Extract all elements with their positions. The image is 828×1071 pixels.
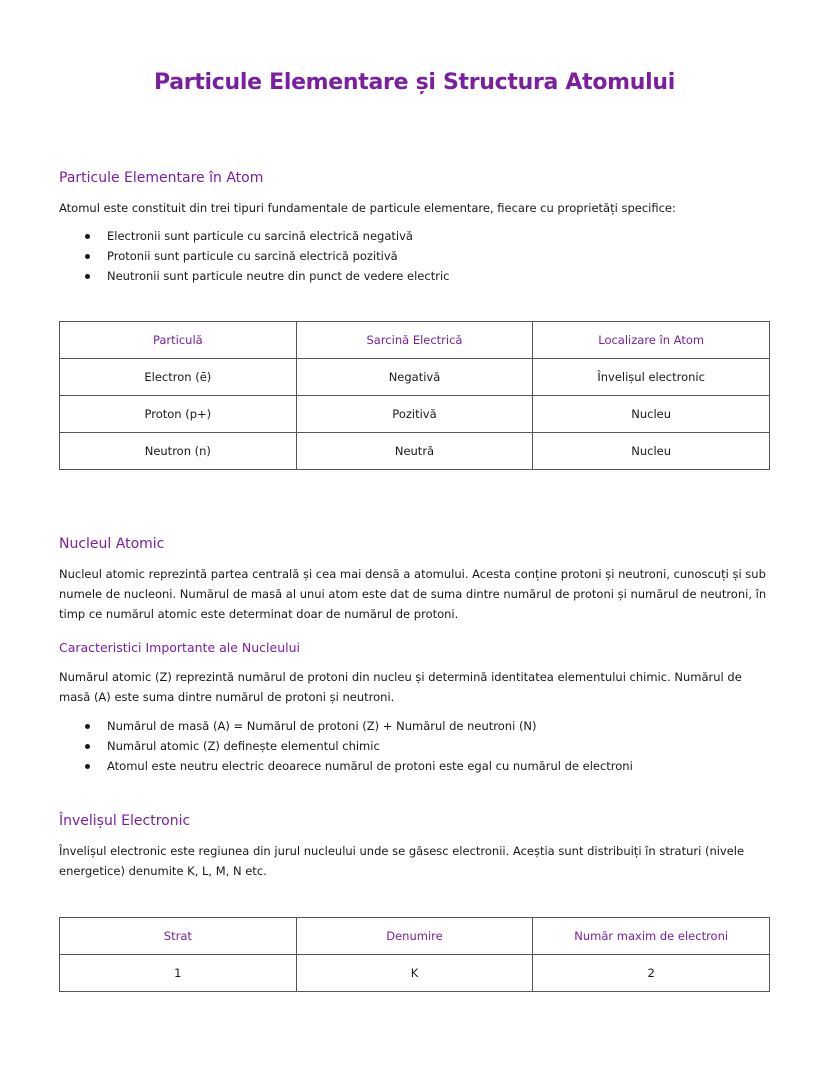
table-cell: Învelișul electronic [533, 359, 770, 396]
list-item: Numărul de masă (A) = Numărul de protoni (Z) + Numărul de neutroni (N) [59, 716, 633, 736]
table-header-cell: Strat [60, 918, 297, 955]
section-paragraph-electron-shell: Învelișul electronic este regiunea din jurul nucleului unde se găsesc electronii. Aceștia sunt distribuiți în straturi (nivele energetice) denumite K, L, M, N etc. [59, 844, 745, 878]
table-cell: Neutră [296, 433, 533, 470]
table-cell: 2 [533, 955, 770, 992]
table-row [60, 396, 770, 433]
list-item: Neutronii sunt particule neutre din punct de vedere electric [59, 266, 449, 286]
table-row [60, 359, 770, 396]
table-header-cell: Particulă [60, 322, 297, 359]
table-row [60, 433, 770, 470]
section-paragraph-nucleus: Nucleul atomic reprezintă partea centrală și cea mai densă a atomului. Acesta conține protoni și neutroni, cunoscuți și sub numele de nucleoni. Numărul de masă al unui atom este dat de suma dintre numărul de protoni și numărul de neutroni, în timp ce numărul atomic este determinat doar de numărul de protoni. [59, 567, 767, 621]
list-item: Electronii sunt particule cu sarcină electrică negativă [59, 226, 449, 246]
subsection-heading-nucleus: Caracteristici Importante ale Nucleului [59, 640, 300, 655]
list-item: Protonii sunt particule cu sarcină electrică pozitivă [59, 246, 449, 266]
table-header-cell: Localizare în Atom [533, 322, 770, 359]
section-heading-electron-shell: Învelișul Electronic [59, 813, 191, 829]
table-cell: Negativă [296, 359, 533, 396]
table-header-cell: Număr maxim de electroni [533, 918, 770, 955]
table-cell: Nucleu [533, 433, 770, 470]
list-item: Atomul este neutru electric deoarece numărul de protoni este egal cu numărul de electroni [59, 756, 633, 776]
shells-table [59, 917, 770, 992]
table-cell: Neutron (n) [60, 433, 297, 470]
table-cell: Proton (p+) [60, 396, 297, 433]
table-cell: Electron (ē) [60, 359, 297, 396]
particles-table [59, 321, 770, 470]
table-cell: Pozitivă [296, 396, 533, 433]
table-header-cell: Denumire [296, 918, 533, 955]
table-header-row [60, 322, 770, 359]
nucleus-bullet-list [59, 716, 633, 776]
table-header-cell: Sarcină Electrică [296, 322, 533, 359]
table-header-row [60, 918, 770, 955]
section-heading-particles: Particule Elementare în Atom [59, 170, 264, 186]
subsection-paragraph-nucleus: Numărul atomic (Z) reprezintă numărul de protoni din nucleu și determină identitatea elementului chimic. Numărul de masă (A) este suma dintre numărul de protoni și neutroni. [59, 670, 742, 704]
section-intro-particles: Atomul este constituit din trei tipuri fundamentale de particule elementare, fiecare cu proprietăți specifice: [59, 201, 676, 215]
table-cell: Nucleu [533, 396, 770, 433]
table-row [60, 955, 770, 992]
section-heading-nucleus: Nucleul Atomic [59, 536, 165, 552]
page-title: Particule Elementare și Structura Atomului [153, 70, 676, 95]
list-item: Numărul atomic (Z) definește elementul chimic [59, 736, 633, 756]
particles-bullet-list [59, 226, 449, 286]
table-cell: 1 [60, 955, 297, 992]
table-cell: K [296, 955, 533, 992]
